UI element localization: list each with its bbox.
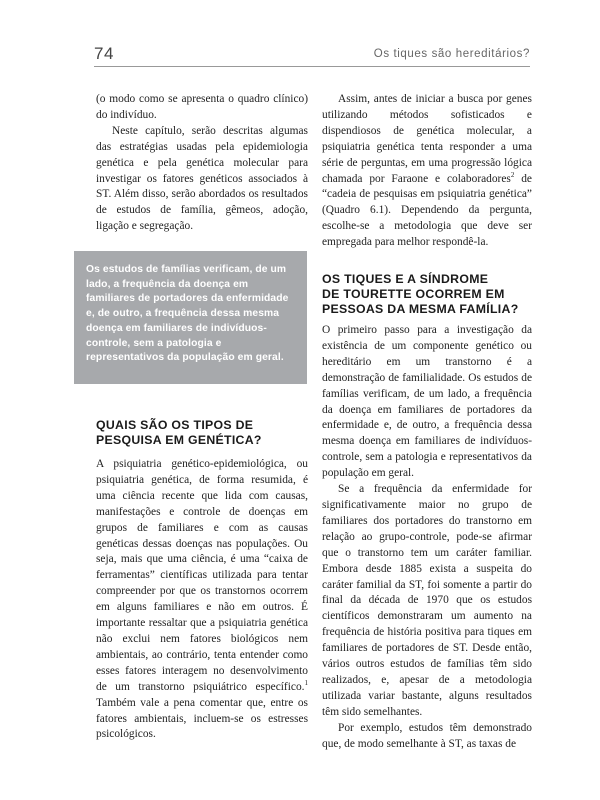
page-header (94, 44, 530, 66)
callout-text: Os estudos de famílias verificam, de um lado, a frequência da doença em familiares de portadores da enfermidade e, de outro, a frequência dessa mesma doença em familiares de indivíduos-controle, sem a patologia e representativos da população em geral. (86, 264, 289, 364)
section-heading-tiques-familia: OS TIQUES E A SÍNDROME DE TOURETTE OCORREM EM PESSOAS DA MESMA FAMÍLIA? (322, 272, 519, 316)
running-title: Os tiques são hereditários? (373, 48, 530, 60)
right-column-intro (322, 92, 532, 251)
section-heading-tipos-pesquisa: QUAIS SÃO OS TIPOS DE PESQUISA EM GENÉTICA? (96, 418, 262, 447)
section-body-tiques-familia (322, 323, 532, 752)
right-paragraph-1: Assim, antes de iniciar a busca por genes utilizando métodos sofisticados e dispendiosos de genética molecular, a psiquiatria genética tenta responder a uma série de perguntas, em uma progressão lógica chamada por Faraone e colaboradores$^2$ de “cadeia de pesquisas em psiquiatria genética” (Quadro 6.1). Dependendo da pergunta, escolhe-se a metodologia que deve ser empregada para melhor respondê-la. (322, 93, 532, 249)
body-paragraph: A psiquiatria genético-epidemiológica, ou psiquiatria genética, de forma resumida, é uma ciência recente que lida com causas, manifestações e controle de doenças em grupos de familiares e com as causas genéticas dessas doenças nas populações. Ou seja, mais que uma ciência, é uma “caixa de ferramentas” científicas utilizada para tentar compreender por que os transtornos ocorrem em alguns familiares e não em outros. É importante ressaltar que a psiquiatria genética não exclui nem fatores biológicos nem ambientais, ao contrário, tenta entender como esses fatores interagem no desenvolvimento de um transtorno psiquiátrico específico.$^1$ Também vale a pena comentar que, entre os fatores ambientais, incluem-se os estresses psicológicos. (96, 458, 308, 741)
body-paragraph: O primeiro passo para a investigação da existência de um componente genético ou hereditário em um transtorno é a demonstração de familialidade. Os estudos de famílias verificam, de um lado, a frequência da doença em familiares de portadores da enfermidade e, de outro, a frequência dessa mesma doença em familiares de indivíduos-controle, sem a patologia e representativos da população em geral. (322, 324, 532, 480)
header-rule (94, 66, 530, 67)
section-body-tipos-pesquisa (96, 457, 308, 743)
page-number: 74 (94, 44, 114, 63)
body-paragraph: Por exemplo, estudos têm demonstrado que, de modo semelhante à ST, as taxas de (322, 721, 532, 750)
highlight-callout (74, 251, 307, 384)
left-column-intro (96, 92, 308, 235)
intro-paragraph-1: (o modo como se apresenta o quadro clínico) do indivíduo. (96, 93, 308, 121)
body-paragraph: Se a frequência da enfermidade for significativamente maior no grupo de familiares dos portadores do transtorno em relação ao grupo-controle, pode-se afirmar que o transtorno tem um caráter familiar. Embora desde 1885 exista a suspeita do caráter familial da ST, foi somente a partir do final da década de 1970 que os estudos científicos demonstraram um aumento na frequência de história positiva para tiques em familiares de portadores de ST. Desde então, vários outros estudos de famílias têm sido realizados, e, apesar de a metodologia utilizada variar bastante, alguns resultados têm sido semelhantes. (322, 483, 532, 718)
intro-paragraph-2: Neste capítulo, serão descritas algumas das estratégias usadas pela epidemiologia genética e pela genética molecular para investigar os fatores genéticos associados à ST. Além disso, serão abordados os resultados de estudos de família, gêmeos, adoção, ligação e segregação. (96, 124, 308, 233)
